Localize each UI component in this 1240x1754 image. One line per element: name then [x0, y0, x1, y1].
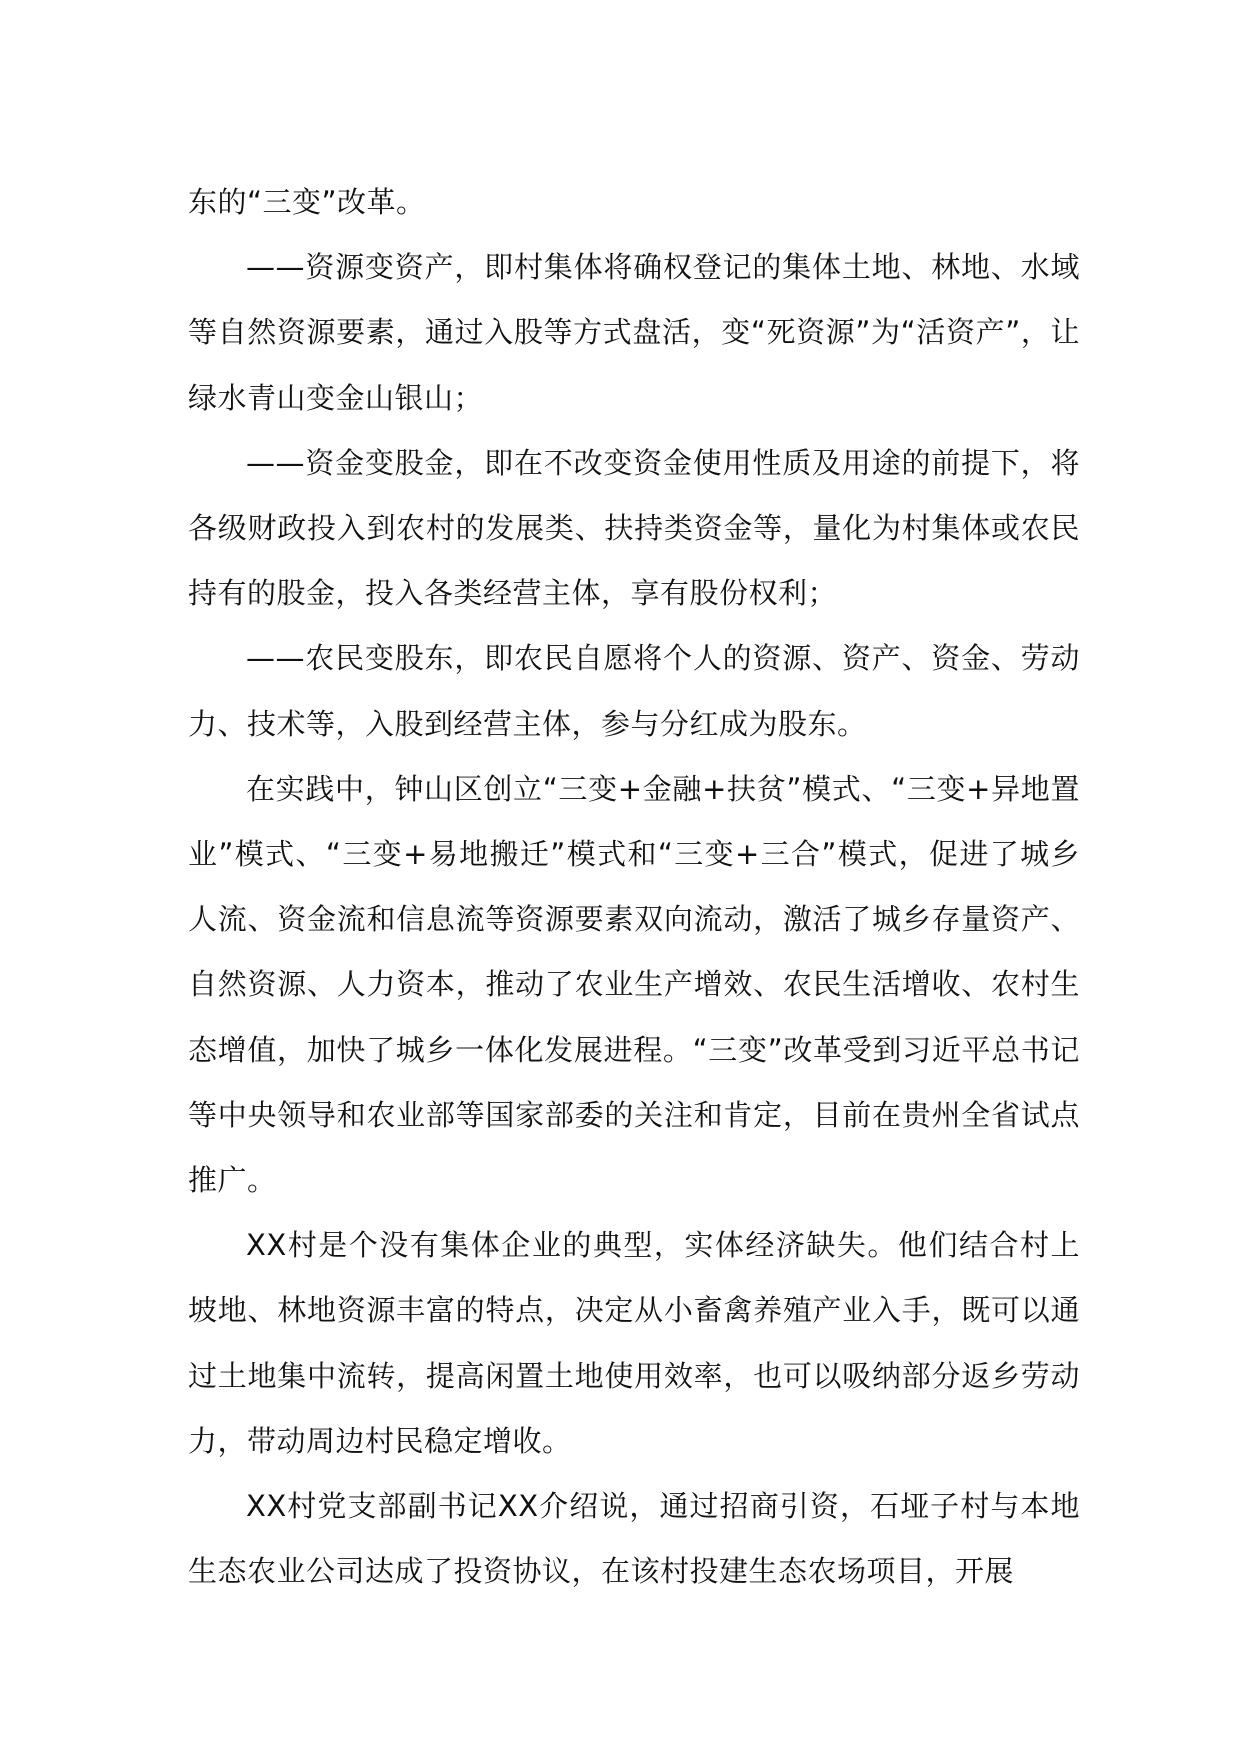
paragraph-village-secretary: XX村党支部副书记XX介绍说，通过招商引资，石垭子村与本地生态农业公司达成了投资协议，在该村投建生态农场项目，开展	[188, 1489, 1080, 1589]
paragraph-practice: 在实践中，钟山区创立“三变+金融+扶贫”模式、“三变+异地置业”模式、“三变+易地搬迁”模式和“三变+三合”模式，促进了城乡人流、资金流和信息流等资源要素双向流动，激活了城乡存量资产、自然资源、人力资本，推动了农业生产增效、农民生活增收、农村生态增值，加快了城乡一体化发展进程。“三变”改革受到习近平总书记等中央领导和农业部等国家部委的关注和肯定，目前在贵州全省试点推广。	[188, 771, 1080, 1198]
paragraph-village-case: XX村是个没有集体企业的典型，实体经济缺失。他们结合村上坡地、林地资源丰富的特点，决定从小畜禽养殖产业入手，既可以通过土地集中流转，提高闲置土地使用效率，也可以吸纳部分返乡劳动力，带动周边村民稳定增收。	[188, 1228, 1080, 1458]
paragraph-farmer-to-shareholder: ——农民变股东，即农民自愿将个人的资源、资产、资金、劳动力、技术等，入股到经营主体，参与分红成为股东。	[188, 641, 1080, 741]
document-body	[188, 170, 1080, 1604]
paragraph-continuation: 东的“三变”改革。	[188, 185, 426, 219]
paragraph-resource-to-asset: ——资源变资产，即村集体将确权登记的集体土地、林地、水域等自然资源要素，通过入股等方式盘活，变“死资源”为“活资产”，让绿水青山变金山银山；	[188, 250, 1080, 415]
paragraph-fund-to-equity: ——资金变股金，即在不改变资金使用性质及用途的前提下，将各级财政投入到农村的发展类、扶持类资金等，量化为村集体或农民持有的股金，投入各类经营主体，享有股份权利；	[188, 445, 1080, 611]
